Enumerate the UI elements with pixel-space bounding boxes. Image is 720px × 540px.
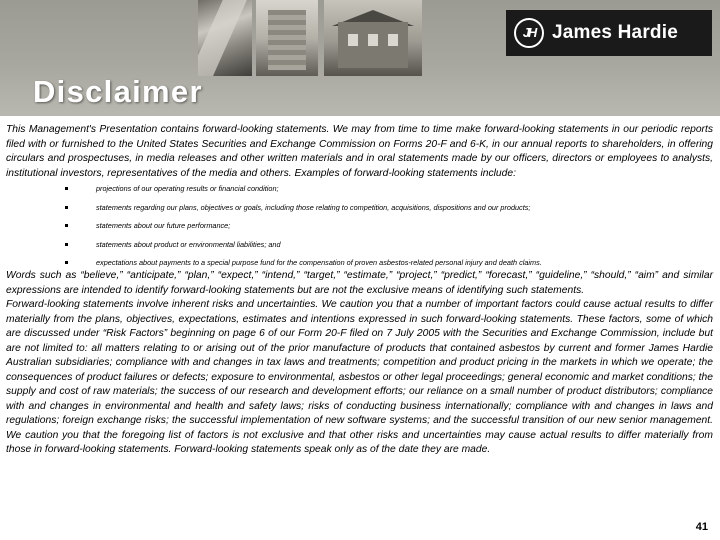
header-banner [0, 0, 720, 116]
brand-logo [506, 10, 712, 56]
header-photo-interior [198, 0, 252, 76]
bullet-icon [65, 224, 68, 227]
list-item: statements regarding our plans, objectives or goals, including those relating to competition, acquisitions, dispositions and our products; [6, 203, 713, 212]
examples-list [6, 184, 713, 267]
risk-paragraph: Forward-looking statements involve inherent risks and uncertainties. We caution you that a number of important factors could cause actual results to differ materially from the plans, objectives, expectations, estimates and intentions expressed in such forward-looking statements. These factors, some of which are discussed under “Risk Factors” beginning on page 6 of our Form 20-F filed on 7 July 2005 with the Securities and Exchange Commission, include but are not limited to: all matters relating to or arising out of the prior manufacture of products that contained asbestos by current and former James Hardie Australian subsidiaries; compliance with and changes in tax laws and treatments; competition and product pricing in the markets in which we operate; the consequences of product failures or defects; exposure to environmental, asbestos or other legal proceedings; general economic and market conditions; the supply and cost of raw materials; the success of our research and development efforts; our reliance on a small number of product distributors; compliance with and changes in environmental and health and safety laws; risks of conducting business internationally; compliance with and changes in laws and regulations; foreign exchange risks; the successful implementation of new software systems; and the successful transition of our new senior management. We caution you that the foregoing list of factors is not exclusive and that other risks and uncertainties may cause actual results to differ materially from those in forward-looking statements. Forward-looking statements speak only as of the date they are made. [6, 299, 713, 456]
brand-name: James Hardie [552, 22, 678, 43]
header-photo-house [324, 0, 422, 76]
list-item: projections of our operating results or financial condition; [6, 184, 713, 193]
list-item: statements about product or environmental liabilities; and [6, 240, 713, 249]
bullet-icon [65, 187, 68, 190]
bullet-icon [65, 206, 68, 209]
brand-logo-icon: JH [514, 18, 544, 48]
list-item: expectations about payments to a special purpose fund for the compensation of proven asbestos-related personal injury and death claims. [6, 258, 713, 267]
words-paragraph: Words such as “believe,” “anticipate,” “plan,” “expect,” “intend,” “target,” “estimate,” “project,” “predict,” “forecast,” “guideline,” “should,” “aim” and similar expressions are intended to identify forward-looking statements but are not the exclusive means of identifying such statements. [6, 270, 713, 296]
disclaimer-body [6, 123, 713, 458]
list-item: statements about our future performance; [6, 221, 713, 230]
bullet-icon [65, 243, 68, 246]
intro-paragraph: This Management's Presentation contains forward-looking statements. We may from time to time make forward-looking statements in our periodic reports filed with or furnished to the United States Securities and Exchange Commission on Forms 20-F and 6-K, in our annual reports to shareholders, in offering circulars and prospectuses, in media releases and other written materials and in oral statements made by our officers, directors or employees to analysts, institutional investors, representatives of the media and others. Examples of forward-looking statements include: [6, 124, 713, 179]
page-number: 41 [695, 521, 708, 533]
page-title: Disclaimer [33, 74, 203, 109]
bullet-icon [65, 261, 68, 264]
header-photo-siding [256, 0, 318, 76]
